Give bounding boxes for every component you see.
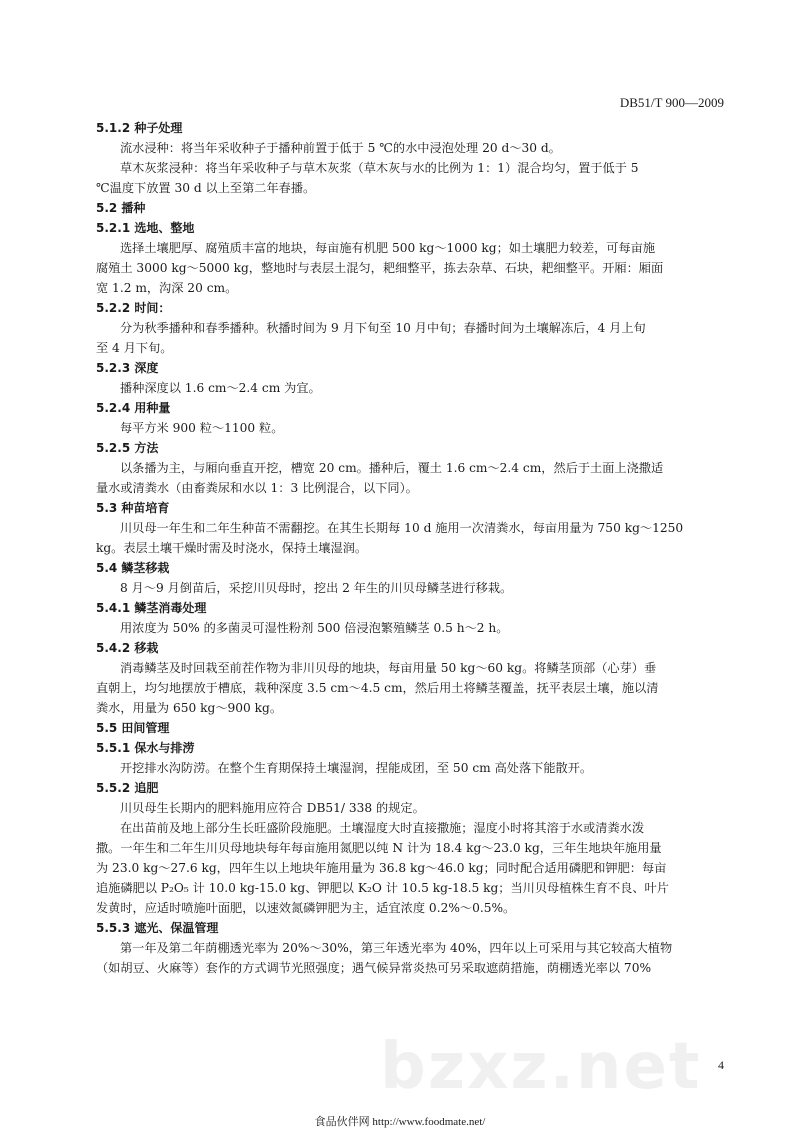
body-text-line: （如胡豆、火麻等）套作的方式调节光照强度；遇气候异常炎热可另采取遮荫措施，荫棚透光率以 70% [96, 961, 652, 975]
body-text-line: 流水浸种：将当年采收种子于播种前置于低于 5 ℃的水中浸泡处理 20 d～30 d。 [120, 141, 561, 155]
body-text-line: 消毒鳞茎及时回栽至前茬作物为非川贝母的地块，每亩用量 50 kg～60 kg。将鳞茎顶部（心芽）垂 [120, 661, 657, 675]
body-text-line: 每平方米 900 粒～1100 粒。 [120, 421, 284, 435]
page-number: 4 [718, 1058, 724, 1072]
footer-text[interactable]: 食品伙伴网 http://www.foodmate.net/ [314, 1116, 486, 1128]
section-heading: 5.5.1 保水与排涝 [96, 741, 195, 755]
body-text-line: 为 23.0 kg～27.6 kg，四年生以上地块年施用量为 36.8 kg～46.0 kg；同时配合适用磷肥和钾肥：每亩 [96, 861, 667, 875]
watermark: bzxz.net [380, 1030, 702, 1104]
section-heading: 5.4.2 移栽 [96, 641, 159, 655]
section-heading: 5.5.3 遮光、保温管理 [96, 921, 219, 935]
document-body [96, 118, 714, 978]
section-heading: 5.4 鳞茎移栽 [96, 561, 170, 575]
body-text-line: ℃温度下放置 30 d 以上至第二年春播。 [96, 181, 316, 195]
body-text-line: 追施磷肥以 P₂O₅ 计 10.0 kg-15.0 kg、钾肥以 K₂O 计 10.5 kg-18.5 kg；当川贝母植株生育不良、叶片 [96, 881, 669, 895]
body-text-line: 草木灰浆浸种：将当年采收种子与草木灰浆（草木灰与水的比例为 1：1）混合均匀，置于低于 5 [120, 161, 639, 175]
body-text-line: 分为秋季播种和春季播种。秋播时间为 9 月下旬至 10 月中旬；春播时间为土壤解冻后，4 月上旬 [120, 321, 646, 335]
body-text-line: 发黄时，应适时喷施叶面肥，以速效氮磷钾肥为主，适宜浓度 0.2%～0.5%。 [96, 901, 516, 915]
body-text-line: 在出苗前及地上部分生长旺盛阶段施肥。土壤湿度大时直接撒施；湿度小时将其溶于水或清粪水泼 [120, 821, 645, 835]
body-text-line: 用浓度为 50% 的多菌灵可湿性粉剂 500 倍浸泡繁殖鳞茎 0.5 h～2 h。 [120, 621, 509, 635]
section-heading: 5.2 播种 [96, 201, 146, 215]
body-text-line: 以条播为主，与厢向垂直开挖，槽宽 20 cm。播种后，覆土 1.6 cm～2.4 cm，然后于土面上浇撒适 [120, 461, 664, 475]
section-heading: 5.5 田间管理 [96, 721, 170, 735]
body-text-line: 播种深度以 1.6 cm～2.4 cm 为宜。 [120, 381, 321, 395]
body-text-line: 粪水，用量为 650 kg～900 kg。 [96, 701, 283, 715]
section-heading: 5.2.1 选地、整地 [96, 221, 195, 235]
body-text-line: 川贝母一年生和二年生种苗不需翻挖。在其生长期每 10 d 施用一次清粪水，每亩用量为 750 kg～1250 [120, 521, 684, 535]
section-heading: 5.1.2 种子处理 [96, 121, 183, 135]
section-heading: 5.2.5 方法 [96, 441, 159, 455]
section-heading: 5.2.4 用种量 [96, 401, 171, 415]
standard-code: DB51/T 900—2009 [619, 95, 724, 110]
section-heading: 5.2.3 深度 [96, 361, 159, 375]
body-text-line: kg。表层土壤干燥时需及时浇水，保持土壤湿润。 [96, 541, 368, 555]
body-text-line: 直朝上，均匀地摆放于槽底，栽种深度 3.5 cm～4.5 cm，然后用土将鳞茎覆盖，抚平表层土壤，施以清 [96, 681, 659, 695]
body-text-line: 至 4 月下旬。 [96, 341, 173, 355]
section-heading: 5.3 种苗培育 [96, 501, 170, 515]
body-text-line: 8 月～9 月倒苗后，采挖川贝母时，挖出 2 年生的川贝母鳞茎进行移栽。 [120, 581, 513, 595]
body-text-line: 腐殖土 3000 kg～5000 kg，整地时与表层土混匀，耙细整平，拣去杂草、石块，耙细整平。开厢：厢面 [96, 261, 664, 275]
body-text-line: 开挖排水沟防涝。在整个生育期保持土壤湿润，捏能成团，至 50 cm 高处落下能散开。 [120, 761, 593, 775]
section-heading: 5.4.1 鳞茎消毒处理 [96, 601, 207, 615]
body-text-line: 川贝母生长期内的肥料施用应符合 DB51/ 338 的规定。 [120, 801, 425, 815]
body-text-line: 选择土壤肥厚、腐殖质丰富的地块，每亩施有机肥 500 kg～1000 kg；如土壤肥力较差，可每亩施 [120, 241, 656, 255]
body-text-line: 宽 1.2 m，沟深 20 cm。 [96, 281, 238, 295]
body-text-line: 量水或清粪水（由畜粪尿和水以 1：3 比例混合，以下同）。 [96, 481, 418, 495]
body-text-line: 撒。一年生和二年生川贝母地块每年每亩施用氮肥以纯 N 计为 18.4 kg～23.0 kg，三年生地块年施用量 [96, 841, 662, 855]
section-heading: 5.2.2 时间： [96, 301, 171, 315]
section-heading: 5.5.2 追肥 [96, 781, 159, 795]
body-text-line: 第一年及第二年荫棚透光率为 20%～30%，第三年透光率为 40%，四年以上可采用与其它较高大植物 [120, 941, 673, 955]
